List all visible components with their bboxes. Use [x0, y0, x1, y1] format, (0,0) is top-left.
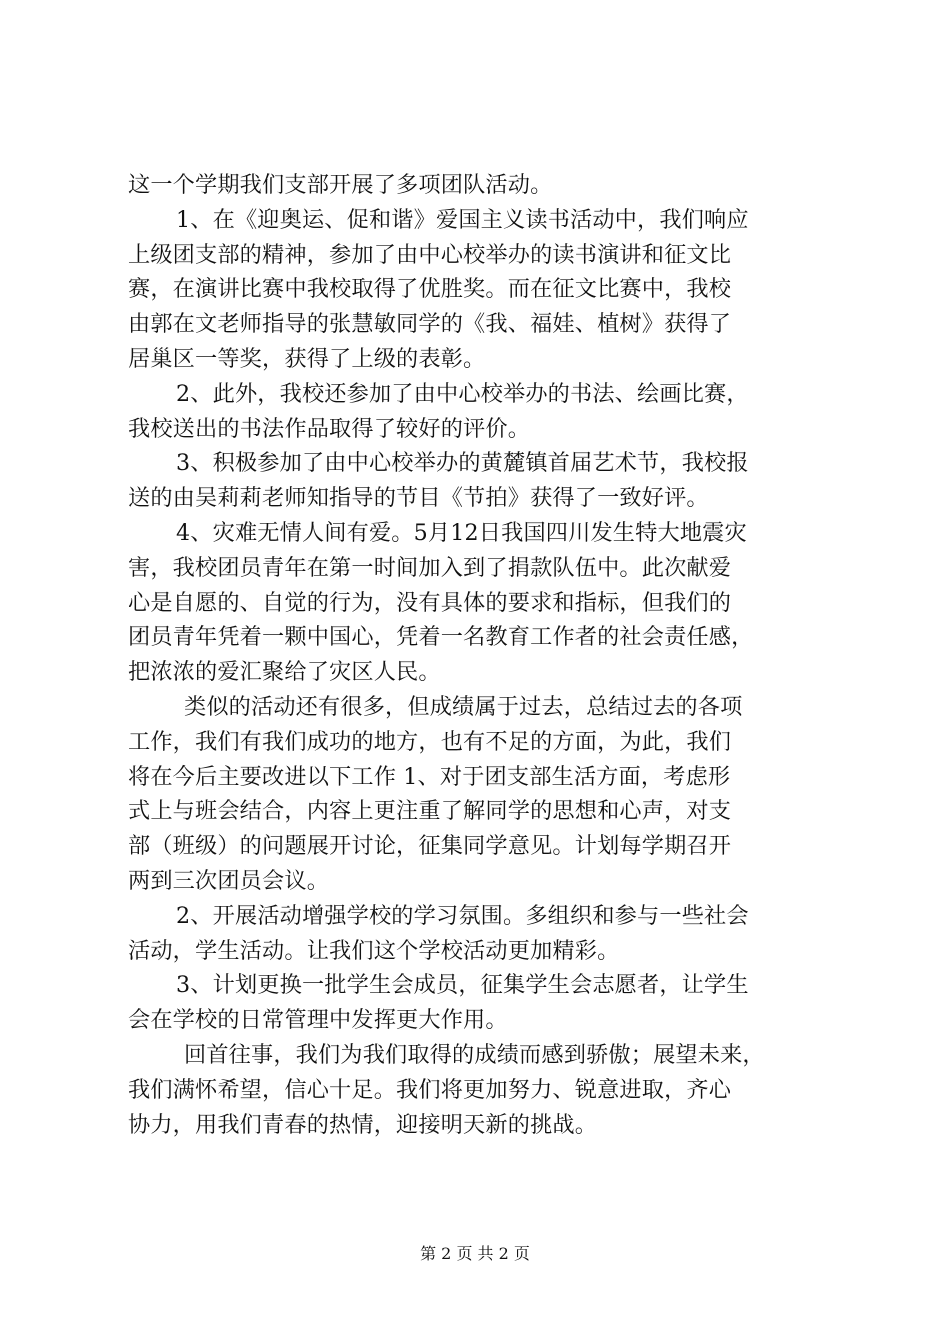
text-line: 部（班级）的问题展开讨论，征集同学意见。计划每学期召开 [128, 833, 732, 860]
text-line: 将在今后主要改进以下工作 1、对于团支部生活方面，考虑形 [128, 763, 731, 790]
text-line: 1、在《迎奥运、促和谐》爱国主义读书活动中，我们响应 [176, 206, 749, 233]
text-line: 居巢区一等奖，获得了上级的表彰。 [128, 345, 486, 372]
text-line: 团员青年凭着一颗中国心，凭着一名教育工作者的社会责任感， [128, 624, 754, 651]
page-footer: 第 2 页 共 2 页 [420, 1244, 530, 1263]
text-line: 2、开展活动增强学校的学习氛围。多组织和参与一些社会 [176, 902, 749, 929]
document-body [128, 168, 840, 1142]
text-line: 上级团支部的精神，参加了由中心校举办的读书演讲和征文比 [128, 241, 732, 268]
text-line: 协力，用我们青春的热情，迎接明天新的挑战。 [128, 1111, 598, 1138]
text-line: 回首往事，我们为我们取得的成绩而感到骄傲；展望未来， [184, 1041, 765, 1068]
text-line: 我们满怀希望，信心十足。我们将更加努力、锐意进取，齐心 [128, 1076, 732, 1103]
text-line: 会在学校的日常管理中发挥更大作用。 [128, 1007, 508, 1034]
text-line: 害，我校团员青年在第一时间加入到了捐款队伍中。此次献爱 [128, 554, 732, 581]
text-line: 式上与班会结合，内容上更注重了解同学的思想和心声，对支 [128, 798, 732, 825]
text-line: 4、灾难无情人间有爱。5月12日我国四川发生特大地震灾 [176, 519, 747, 546]
text-line: 工作，我们有我们成功的地方，也有不足的方面，为此，我们 [128, 728, 732, 755]
text-line: 把浓浓的爱汇聚给了灾区人民。 [128, 659, 441, 686]
text-line: 3、计划更换一批学生会成员，征集学生会志愿者，让学生 [176, 972, 749, 999]
text-line: 2、此外，我校还参加了由中心校举办的书法、绘画比赛， [176, 380, 749, 407]
text-line: 我校送出的书法作品取得了较好的评价。 [128, 415, 531, 442]
text-line: 由郭在文老师指导的张慧敏同学的《我、福娃、植树》获得了 [128, 311, 732, 338]
text-line: 3、积极参加了由中心校举办的黄麓镇首届艺术节，我校报 [176, 450, 749, 477]
text-line: 送的由吴莉莉老师知指导的节目《节拍》获得了一致好评。 [128, 485, 709, 512]
text-line: 两到三次团员会议。 [128, 867, 330, 894]
text-line: 这一个学期我们支部开展了多项团队活动。 [128, 172, 553, 198]
text-line: 类似的活动还有很多，但成绩属于过去，总结过去的各项 [184, 693, 743, 720]
text-line: 心是自愿的、自觉的行为，没有具体的要求和指标，但我们的 [128, 589, 732, 616]
text-line: 赛，在演讲比赛中我校取得了优胜奖。而在征文比赛中，我校 [128, 276, 732, 303]
text-line: 活动，学生活动。让我们这个学校活动更加精彩。 [128, 937, 620, 964]
